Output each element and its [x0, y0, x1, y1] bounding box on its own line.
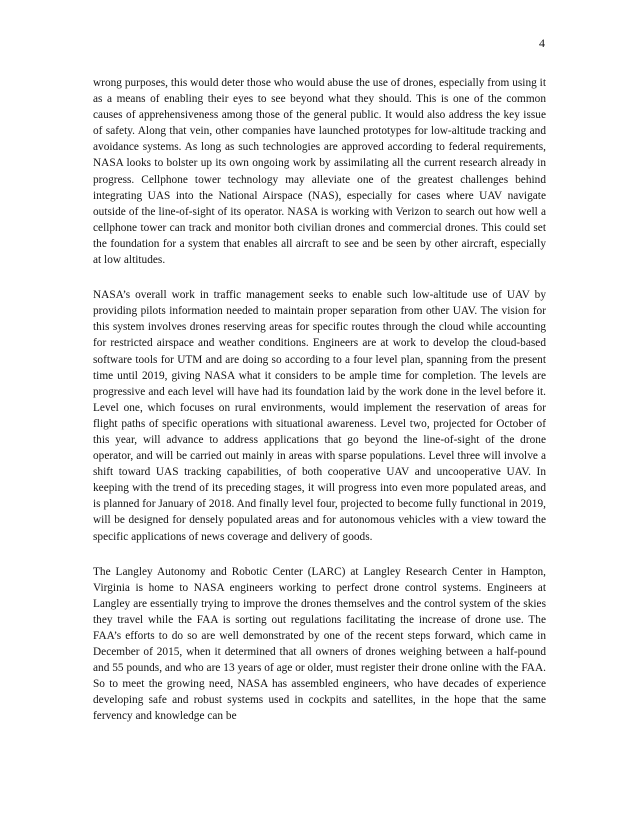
- paragraph-2: NASA’s overall work in traffic management seeks to enable such low-altitude use of UAV by providing pilots information needed to maintain proper separation from other UAV. The vision for this system involves drones reserving areas for specific routes through the cloud while accounting for restricted airspace and weather conditions. Engineers are at work to develop the cloud-based software tools for UTM and are doing so according to a four level plan, spanning from the present time until 2019, giving NASA what it considers to be ample time for completion. The levels are progressive and each level will have had its foundation laid by the work done in the level before it. Level one, which focuses on rural environments, would implement the reservation of areas for flight paths of specific operations with situational awareness. Level two, projected for October of this year, will advance to address applications that go beyond the line-of-sight of the drone operator, and will be carried out mainly in areas with sparse populations. Level three will involve a shift toward UAS tracking capabilities, of both cooperative UAV and uncooperative UAV. In keeping with the trend of its preceding stages, it will progress into even more populated areas, and is planned for January of 2018. And finally level four, projected to become fully functional in 2019, will be designed for densely populated areas and for autonomous vehicles with a view toward the specific applications of news coverage and delivery of goods.: [93, 289, 546, 543]
- body-text: [93, 75, 546, 744]
- paragraph-1: wrong purposes, this would deter those who would abuse the use of drones, especially from using it as a means of enabling their eyes to see beyond what they should. This is one of the common causes of apprehensiveness among those of the general public. It would also address the key issue of safety. Along that vein, other companies have launched prototypes for low-altitude tracking and avoidance systems. As long as such technologies are approved according to federal requirements, NASA looks to bolster up its own ongoing work by assimilating all the current research already in progress. Cellphone tower technology may alleviate one of the greatest challenges behind integrating UAS into the National Airspace (NAS), especially for cases where UAV navigate outside of the line-of-sight of its operator. NASA is working with Verizon to search out how well a cellphone tower can track and monitor both civilian drones and commercial drones. This could set the foundation for a system that enables all aircraft to see and be seen by other aircraft, especially at low altitudes.: [93, 77, 546, 267]
- page-number: 4: [539, 36, 545, 50]
- paragraph-3: The Langley Autonomy and Robotic Center (LARC) at Langley Research Center in Hampton, Virginia is home to NASA engineers working to perfect drone control systems. Engineers at Langley are essentially trying to improve the drones themselves and the control system of the skies they travel while the FAA is sorting out regulations facilitating the increase of drone use. The FAA’s efforts to do so are well demonstrated by one of the recent steps forward, which came in December of 2015, when it determined that all owners of drones weighing between a half-pound and 55 pounds, and who are 13 years of age or older, must register their drone online with the FAA. So to meet the growing need, NASA has assembled engineers, who have decades of experience developing safe and robust systems used in cockpits and satellites, in the hope that the same fervency and knowledge can be: [93, 565, 546, 723]
